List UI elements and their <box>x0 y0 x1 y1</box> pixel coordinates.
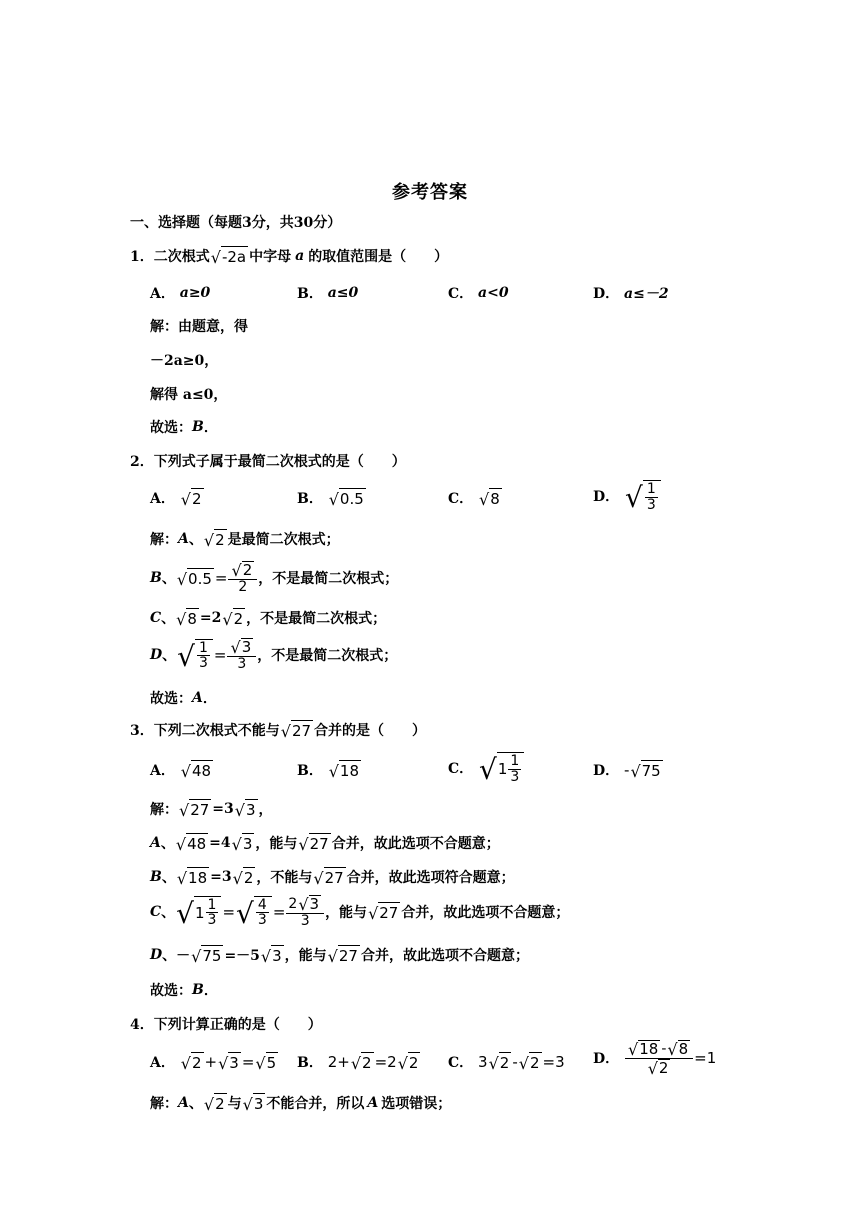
q1-solution-line: 解得 a≤0， <box>150 387 228 403</box>
q1-solution-line: －2a≥0， <box>150 353 219 369</box>
q4-option-b: B． 2+ √ 2 =2 √ 2 <box>297 1053 419 1073</box>
q4-solution-a: 解： A 、 √ 2 与 √ 3 不能合并，所以 A 选项错误； <box>150 1095 452 1114</box>
radical: √ -2a <box>210 248 247 267</box>
q3-option-d: D． - √ 75 <box>593 761 661 781</box>
variable: a <box>295 248 305 264</box>
question-number: 1． <box>130 249 154 265</box>
q2-option-d: D． √ $\frac{1}{3}$ <box>593 480 662 512</box>
q2-solution-a: 解： A 、 √ 2 是最简二次根式； <box>150 531 340 550</box>
question-text: 二次根式 <box>153 249 210 265</box>
q3-option-c: C． √ 1 $\frac{1}{3}$ <box>448 752 525 784</box>
q3-option-b: B． √ 18 <box>297 762 360 781</box>
q3-answer: 故选： B ． <box>150 982 218 999</box>
q1-option-d: D． a≤－2 <box>593 286 669 302</box>
question-text: 中字母 <box>249 249 292 265</box>
q3-solution-b: B 、 √ 18 =3 √ 2 ，不能与 √ 27 合并，故此选项符合题意； <box>150 869 515 888</box>
page-title: 参考答案 <box>392 182 468 203</box>
q2-solution-c: C 、 √ 8 =2 √ 2 ，不是最简二次根式； <box>150 610 387 629</box>
q1-solution-line: 解：由题意，得 <box>150 319 248 335</box>
question-3: 3． 下列二次根式不能与 √ 27 合并的是（ ） <box>130 722 427 741</box>
q3-option-a: A． √ 48 <box>150 762 212 781</box>
question-text: 的取值范围是（ ） <box>308 249 449 265</box>
q3-solution-a: A 、 √ 48 =4 √ 3 ，能与 √ 27 合并，故此选项不合题意； <box>150 835 500 854</box>
q2-option-c: C． √ 8 <box>448 490 500 509</box>
question-4: 4． 下列计算正确的是（ ） <box>130 1017 322 1033</box>
question-2: 2． 下列式子属于最简二次根式的是（ ） <box>130 454 406 470</box>
q3-solution-d: D 、 － √ 75 =－5 √ 3 ，能与 √ 27 合并，故此选项不合题意； <box>150 947 529 966</box>
q4-option-c: C． 3 √ 2 - √ 2 =3 <box>448 1053 565 1073</box>
q2-answer: 故选： A ． <box>150 690 217 707</box>
section-header: 一、选择题（每题3分，共30分） <box>130 215 342 231</box>
q1-option-c: C． a<0 <box>448 285 509 302</box>
q1-option-b: B． a≤0 <box>297 285 359 302</box>
q2-solution-b: B 、 √ 0.5 = √ 2 2 ，不是最简二次根式； <box>150 560 399 595</box>
q1-option-a: A． a≥0 <box>150 285 211 302</box>
q3-solution-0: 解： √ 27 =3 √ 3 ， <box>150 801 273 820</box>
q2-solution-d: D 、 √ $\frac{1}{3}$ = √ 3 3 ，不是最简二次根式； <box>150 637 398 673</box>
q1-answer: 故选： B ． <box>150 419 218 436</box>
q2-option-a: A． √ 2 <box>150 490 202 509</box>
q2-option-b: B． √ 0.5 <box>297 490 364 509</box>
q3-solution-c: C 、 √ 1 $\frac{1}{3}$ = √ $\frac{4}{3}$ = 2 √ 3 3 ，能与 √ 27 合并，故此选项不合题意； <box>150 894 570 930</box>
question-1 <box>130 246 448 266</box>
q4-option-a: A． √ 2 + √ 3 = √ 5 <box>150 1053 277 1073</box>
q4-option-d: D． √ 18 - √ 8 √ 2 =1 <box>593 1039 717 1078</box>
